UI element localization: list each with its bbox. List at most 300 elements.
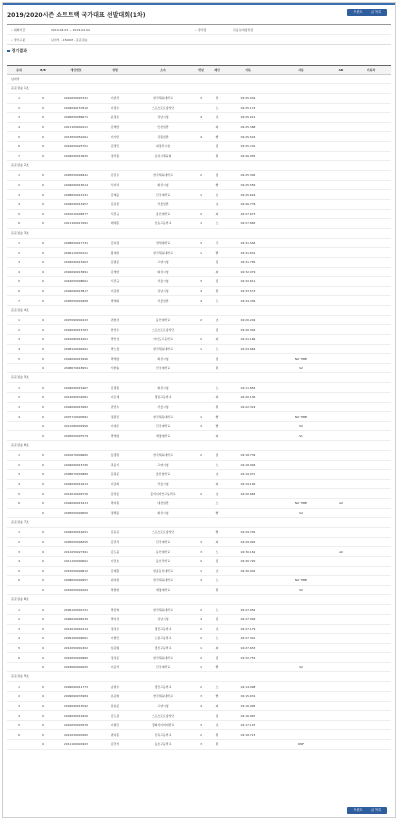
table-cell: 2 (200, 607, 202, 612)
table-cell: 2 (18, 327, 20, 332)
table-cell: 0 (42, 703, 44, 708)
table-cell: 2 (200, 636, 202, 641)
table-cell: 검 (215, 173, 219, 178)
table-cell: 02:22.319 (240, 404, 256, 409)
table-cell: 2 (18, 540, 20, 545)
table-cell: 4 (18, 269, 20, 274)
table-cell: 0 (42, 433, 44, 438)
table-cell: 주 (215, 241, 219, 246)
table-cell: 박종현 (110, 588, 120, 593)
table-cell: 서울시청 (157, 482, 169, 487)
table-cell: 4 (18, 346, 20, 351)
table-cell: 2006120002721 (64, 607, 88, 612)
table-cell: 0 (42, 723, 44, 728)
table-cell: 초 (215, 491, 219, 496)
table-cell: 검 (215, 453, 219, 458)
table-cell: 흰 (215, 404, 219, 409)
table-cell: 02:31.765 (240, 260, 256, 265)
column-header: 학년 (198, 68, 204, 72)
table-cell: 02:32.753 (240, 655, 256, 660)
table-row (7, 451, 391, 461)
period-label: • 대회기간 (7, 28, 51, 32)
table-cell: 0 (42, 288, 44, 293)
table-cell: 서울시청 (157, 404, 169, 409)
table-cell: 2 (18, 183, 20, 188)
table-cell: 배재훈 (110, 221, 120, 226)
table-cell: 2004090015614 (64, 183, 88, 188)
table-cell: 02:16.967 (240, 713, 256, 718)
table-cell: 2004090015817 (64, 288, 88, 293)
section-heading (7, 48, 27, 54)
column-header: 레인 (214, 68, 220, 72)
table-cell: 빨 (215, 134, 219, 139)
table-row (7, 403, 391, 413)
table-cell: 초 (215, 568, 219, 573)
table-row (7, 219, 391, 229)
table-cell: 3 (18, 337, 20, 342)
table-cell: 0 (42, 318, 44, 323)
table-row (7, 354, 391, 364)
table-cell: 2014010001214 (64, 626, 88, 631)
table-cell: 0 (42, 578, 44, 583)
table-row (7, 634, 391, 644)
table-row (7, 557, 391, 567)
period-value: 2019.04.03 ~ 2019.04.04 (51, 27, 90, 32)
table-cell: 2004090015457 (64, 202, 88, 207)
table-cell: 아이도고등학교 (153, 337, 173, 342)
table-cell: 파 (215, 337, 219, 342)
table-cell: 한송동신대학교 (153, 568, 173, 573)
table-cell: 파 (215, 395, 219, 400)
table-cell: 0 (42, 202, 44, 207)
column-header: B/B (40, 68, 46, 72)
table-cell: 이빈서 (110, 96, 120, 101)
table-row (7, 605, 391, 615)
table-cell: 박인성 (110, 337, 120, 342)
table-cell: 4 (18, 559, 20, 564)
table-cell: 성남시청 (157, 617, 169, 622)
table-cell: 0 (42, 269, 44, 274)
table-cell: 1 (200, 645, 202, 650)
column-header: 기록 (245, 68, 251, 72)
table-cell: 임효준 (110, 703, 120, 708)
table-cell: 스포츠토토빙상단 (151, 530, 175, 535)
table-cell: 용인대학교 (156, 211, 170, 216)
table-cell: 파 (215, 125, 219, 130)
table-cell: 02:16.095 (240, 703, 256, 708)
table-cell: 0 (42, 588, 44, 593)
table-cell: 0 (42, 655, 44, 660)
table-cell: 강원일반 (157, 134, 169, 139)
table-cell: 6 (18, 144, 20, 149)
table-row (7, 730, 391, 740)
table-row (7, 123, 391, 133)
table-cell: 2010050097431 (64, 96, 88, 101)
table-row (7, 248, 391, 258)
table-cell: 2011100017691 (64, 221, 88, 226)
table-cell: NO TIME (294, 501, 308, 506)
table-cell: 서울시청 (157, 279, 169, 284)
table-row (7, 171, 391, 181)
table-row (7, 653, 391, 663)
table-cell: 빨 (215, 665, 219, 670)
table-cell: 5 (18, 134, 20, 139)
table-cell: 0 (42, 260, 44, 265)
table-cell: 1 (18, 385, 20, 390)
table-cell: 2004090015413 (64, 501, 88, 506)
venue-label: • 경기장 (191, 28, 233, 32)
table-cell: 김민석 (110, 540, 120, 545)
table-cell: 02:29.920 (240, 540, 256, 545)
table-cell: 2014090032081 (64, 395, 88, 400)
table-cell: 7 (18, 153, 20, 158)
table-cell: 인천일반 (157, 125, 169, 130)
table-cell: 흰 (215, 732, 219, 737)
table-cell: 02:21.166 (240, 337, 256, 342)
table-cell: A0 (339, 549, 343, 554)
table-row (7, 547, 391, 557)
table-cell: 윤정호 (110, 115, 120, 120)
list-button-bottom[interactable]: 글 목록 (365, 807, 387, 814)
table-cell: 이준서 (110, 665, 120, 670)
table-cell: 상 (215, 96, 219, 101)
table-cell: NO TIME (294, 414, 308, 419)
table-cell: 4 (200, 115, 202, 120)
table-cell: 3 (18, 115, 20, 120)
table-cell: 02:27.094 (240, 617, 256, 622)
table-cell: 한국체육대학교 (153, 173, 173, 178)
table-cell: 이현민 (110, 723, 120, 728)
table-cell: 화성시청 (157, 385, 169, 390)
top-accent-bar (3, 3, 395, 5)
group-heading: 준준결승 5조 (7, 373, 391, 383)
table-cell: 박세영 (110, 433, 120, 438)
table-cell: 2 (200, 559, 202, 564)
table-cell: 검 (215, 655, 219, 660)
table-row (7, 142, 391, 152)
table-row (7, 489, 391, 499)
table-cell: 02:30.934 (240, 568, 256, 573)
table-cell: 0 (42, 327, 44, 332)
table-cell: 김범준 (110, 260, 120, 265)
table-cell: 빨 (215, 250, 219, 255)
column-header: 순위 (16, 68, 22, 72)
table-cell: 0 (42, 491, 44, 496)
table-row (7, 239, 391, 249)
table-row (7, 740, 391, 750)
table-cell: 0 (42, 530, 44, 535)
table-cell: 1 (200, 192, 202, 197)
table-cell: 한국체육대학교 (153, 453, 173, 458)
table-cell: 한국체육대학교 (153, 96, 173, 101)
table-cell: 02:11.852 (240, 385, 256, 390)
print-button-bottom[interactable]: 프린트 (347, 807, 369, 814)
table-cell: 0 (42, 153, 44, 158)
table-cell: 2 (18, 250, 20, 255)
table-cell: 계명대학교 (156, 588, 170, 593)
table-cell: 2004090015703 (64, 327, 88, 332)
table-cell: 0 (42, 472, 44, 477)
table-cell: 4 (18, 414, 20, 419)
table-cell: 검 (215, 144, 219, 149)
table-cell: 5 (18, 645, 20, 650)
table-cell: 3 (200, 723, 202, 728)
table-cell: 2 (200, 684, 202, 689)
table-cell: 2014010001576 (64, 491, 88, 496)
table-cell: 2004090019925 (64, 153, 88, 158)
table-cell: NO TIME (294, 578, 308, 583)
table-cell: 6 (18, 732, 20, 737)
table-cell: 홍익디자인고등학교 (150, 491, 176, 496)
list-button[interactable]: 글 목록 (365, 9, 387, 16)
table-cell: 0 (42, 346, 44, 351)
table-cell: 김동욱 (110, 530, 120, 535)
table-cell: 02:25.742 (240, 144, 256, 149)
table-cell: NO TIME (294, 356, 308, 361)
table-row (7, 470, 391, 480)
table-row (7, 325, 391, 335)
table-cell: 문원준 (110, 472, 120, 477)
table-cell: 2004090015982 (64, 404, 88, 409)
table-cell: 노 (215, 501, 219, 506)
table-cell: 검 (215, 559, 219, 564)
table-cell: 김다겸 (110, 241, 120, 246)
table-row (7, 190, 391, 200)
table-cell: 2016050001064 (64, 588, 88, 593)
page-title: 2019/2020시즌 쇼트트랙 국가대표 선발대회(1차) (7, 12, 146, 19)
table-cell: 02:27.673 (240, 211, 256, 216)
table-cell: 고양시청 (157, 703, 169, 708)
table-cell: 3 (200, 96, 202, 101)
table-cell: 0 (42, 183, 44, 188)
table-cell: 1 (200, 414, 202, 419)
table-row (7, 538, 391, 548)
table-cell: 0 (42, 279, 44, 284)
table-cell: 02:25.524 (240, 134, 256, 139)
table-cell: 5 (18, 356, 20, 361)
column-header: 기록차 (366, 68, 376, 72)
column-header: 소속 (160, 68, 166, 72)
print-button[interactable]: 프린트 (347, 9, 369, 16)
column-header: 개인번호 (70, 68, 82, 72)
table-cell: 검 (215, 260, 219, 265)
table-cell: 1 (18, 530, 20, 535)
table-cell: 초 (215, 318, 219, 323)
table-cell: 권민수 (110, 404, 120, 409)
table-row (7, 393, 391, 403)
table-cell: 0 (42, 694, 44, 699)
table-cell: 노 (215, 607, 219, 612)
table-cell: 02:18.994 (240, 462, 256, 467)
table-cell: 정성우 (110, 626, 120, 631)
column-header: AD (338, 68, 344, 72)
table-row (7, 702, 391, 712)
table-cell: 서민규 (110, 211, 120, 216)
table-cell: 심준형 (110, 645, 120, 650)
table-cell: 02:19.126 (240, 482, 256, 487)
table-cell: 2010070006665 (64, 453, 88, 458)
table-cell: 한국체육대학교 (153, 250, 173, 255)
table-cell: 화성시청 (157, 510, 169, 515)
table-cell: 2 (200, 173, 202, 178)
table-cell: 2008120009291 (64, 346, 88, 351)
table-cell: 0 (42, 298, 44, 303)
table-cell: 6 (18, 288, 20, 293)
table-row (7, 711, 391, 721)
table-cell: 4 (200, 288, 202, 293)
table-cell: 4 (18, 202, 20, 207)
results-table (7, 65, 391, 750)
table-cell: 0 (42, 568, 44, 573)
division-label: 남자부 (7, 75, 391, 84)
table-row (7, 412, 391, 422)
table-cell: S2 (299, 588, 303, 593)
table-row (7, 277, 391, 287)
table-row (7, 528, 391, 538)
table-cell: 4 (200, 298, 202, 303)
table-cell: 02:34.336 (240, 298, 256, 303)
table-cell: 0 (42, 96, 44, 101)
table-cell: 2012050001302 (64, 645, 88, 650)
table-cell: 단국대학교 (156, 540, 170, 545)
table-cell: 3 (18, 404, 20, 409)
table-cell: 한국체육대학교 (153, 694, 173, 699)
group-heading: 준준결승 3조 (7, 229, 391, 239)
table-cell: 4 (18, 125, 20, 130)
table-cell: 0 (42, 742, 44, 747)
table-cell: 0 (42, 732, 44, 737)
table-cell: S2 (299, 665, 303, 670)
event-info-box (7, 24, 391, 45)
table-cell: 스포츠토토빙상단 (151, 713, 175, 718)
table-cell: 02:20.665 (240, 491, 256, 496)
table-cell: 0 (42, 134, 44, 139)
table-cell: 김준천 (110, 202, 120, 207)
table-cell: 2007710090581 (64, 414, 88, 419)
table-cell: 한국체육대학교 (153, 578, 173, 583)
table-cell: 연세대학교 (156, 241, 170, 246)
table-cell: 1 (18, 241, 20, 246)
table-cell: 김진우 (110, 173, 120, 178)
table-cell: 2013050052261 (64, 134, 88, 139)
table-cell: 02:27.179 (240, 626, 256, 631)
table-cell: 4 (200, 134, 202, 139)
table-cell: 2018060002005 (64, 665, 88, 670)
event-label: • 경기구분 (7, 38, 51, 42)
table-cell: 경신고등학교 (154, 645, 172, 650)
table-cell: 0 (42, 125, 44, 130)
table-cell: 2010010008477 (64, 211, 88, 216)
table-cell: 검 (215, 356, 219, 361)
table-cell: 0 (42, 356, 44, 361)
table-cell: 파 (215, 482, 219, 487)
table-cell: 2007090002223 (64, 318, 88, 323)
table-cell: 파 (215, 269, 219, 274)
table-cell: 2 (200, 453, 202, 458)
table-cell: 4 (18, 713, 20, 718)
table-cell: 2006020008139 (64, 617, 88, 622)
table-cell: 황대헌 (110, 250, 120, 255)
table-cell: 4 (18, 636, 20, 641)
table-cell: 6 (18, 655, 20, 660)
table-cell: 이준희 (110, 482, 120, 487)
table-cell: 빨 (215, 694, 219, 699)
table-row (7, 296, 391, 306)
table-cell: 2016050025751 (64, 144, 88, 149)
table-cell: 0 (42, 559, 44, 564)
table-cell: 2005050008441 (64, 173, 88, 178)
table-cell: 02:33.573 (240, 288, 256, 293)
table-cell: 0 (42, 501, 44, 506)
table-cell: 02:19.071 (240, 472, 256, 477)
table-cell: 2010050003976 (64, 723, 88, 728)
table-row (7, 200, 391, 210)
table-cell: 1 (200, 221, 202, 226)
table-cell: 한국체육대학교 (153, 414, 173, 419)
table-cell: 서이라 (110, 183, 120, 188)
table-cell: 3 (18, 703, 20, 708)
table-cell: 2009100009061 (64, 636, 88, 641)
table-row (7, 692, 391, 702)
table-row (7, 644, 391, 654)
table-cell: 검 (215, 713, 219, 718)
table-cell: 02:26.778 (240, 202, 256, 207)
table-row (7, 567, 391, 577)
table-cell: 박노정 (110, 346, 120, 351)
table-cell: 김정민 (110, 144, 120, 149)
table-cell: 0 (42, 510, 44, 515)
table-cell: 한국체육대학교 (153, 607, 173, 612)
section-bullet-icon (7, 50, 10, 53)
table-cell: 파 (215, 703, 219, 708)
table-cell: 0 (42, 549, 44, 554)
table-cell: 0 (42, 241, 44, 246)
table-row (7, 316, 391, 326)
table-cell: 02:25.368 (240, 125, 256, 130)
table-cell: 5 (18, 723, 20, 728)
table-cell: 2004090016251 (64, 530, 88, 535)
table-cell: 정해용 (110, 510, 120, 515)
table-header (7, 66, 391, 75)
table-cell: 2011100001903 (64, 742, 88, 747)
table-row (7, 461, 391, 471)
table-cell: 2 (18, 105, 20, 110)
table-cell: 흰 (215, 366, 219, 371)
table-cell: 김태웅 (110, 192, 120, 197)
table-cell: 노 (215, 462, 219, 467)
table-row (7, 383, 391, 393)
table-cell: 2011050027361 (64, 549, 88, 554)
info-row-event (7, 35, 391, 44)
table-cell: 2008070003889 (64, 472, 88, 477)
table-cell: 02:32.611 (240, 279, 256, 284)
table-cell: 2005050008255 (64, 540, 88, 545)
table-cell: 2016080014201 (64, 337, 88, 342)
table-cell: 02:31.631 (240, 250, 256, 255)
table-cell: 노 (215, 549, 219, 554)
table-cell: 울산청학교 (156, 472, 170, 477)
table-cell: 3 (200, 742, 202, 747)
table-cell: 검 (215, 327, 219, 332)
table-cell: 02:20.202 (240, 318, 256, 323)
table-cell: 2016050002860 (64, 655, 88, 660)
table-cell: 6 (18, 221, 20, 226)
table-cell: 동호고등학교 (154, 742, 172, 747)
table-cell: 노 (215, 221, 219, 226)
table-cell: 02:14.098 (240, 684, 256, 689)
table-cell: 유성시체육회 (154, 153, 172, 158)
column-header: 사유 (298, 68, 304, 72)
